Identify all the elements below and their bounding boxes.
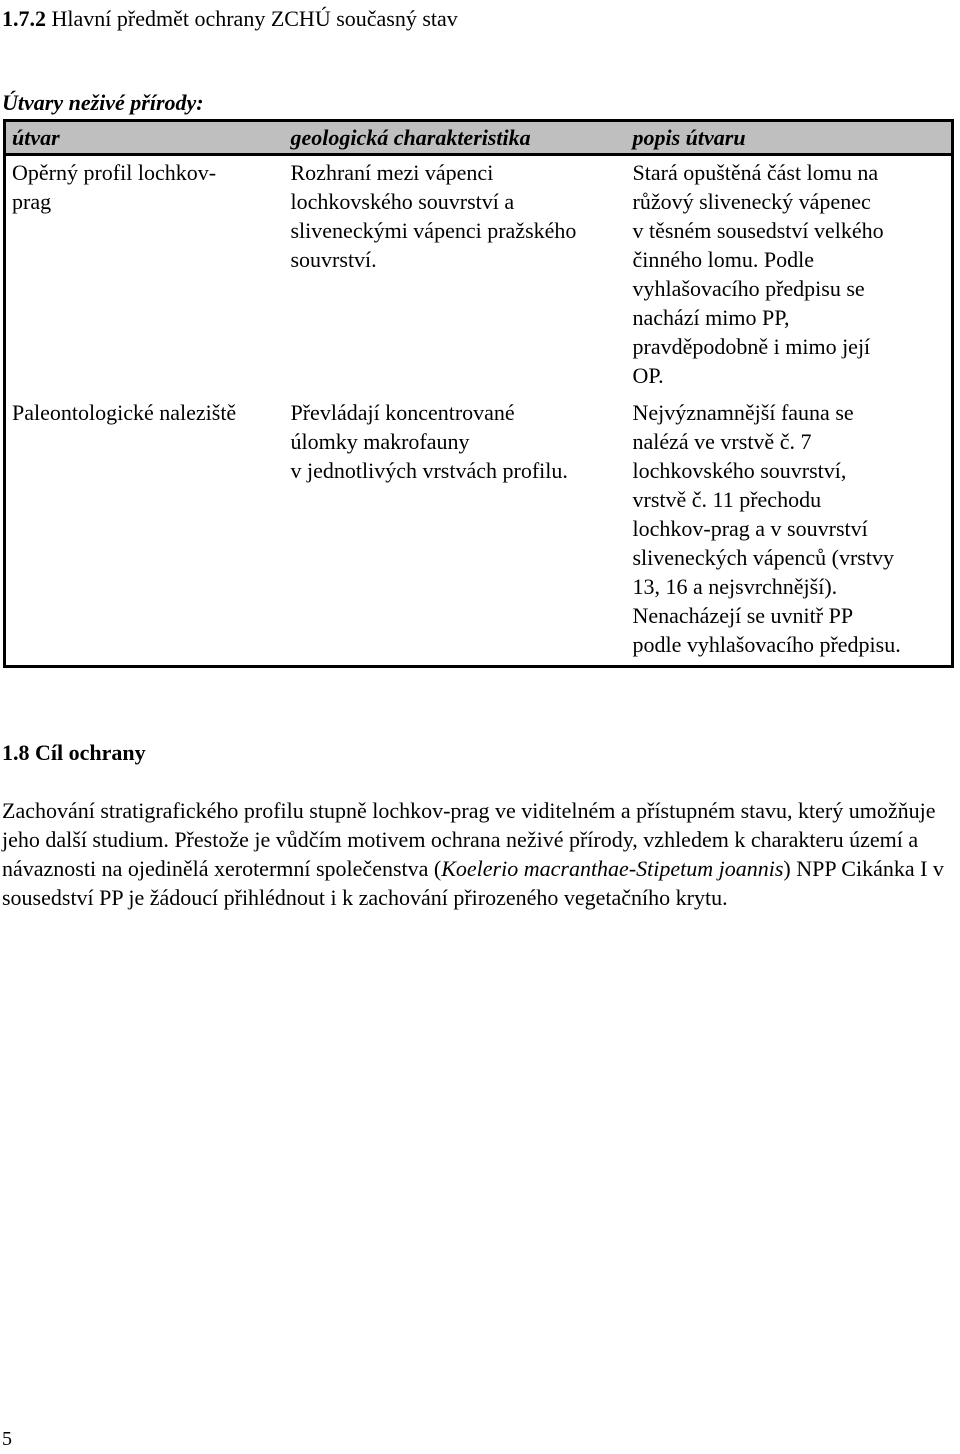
- cell-line: Rozhraní mezi vápenci: [290, 160, 494, 185]
- table-row: [5, 155, 953, 397]
- cell-line: sliveneckých vápenců (vrstvy: [632, 545, 894, 570]
- cell-popis-utvaru: [627, 155, 953, 397]
- cell-line: Stará opuštěná část lomu na: [632, 160, 879, 185]
- cell-line: podle vyhlašovacího předpisu.: [632, 632, 901, 657]
- header-utvar: útvar: [5, 121, 285, 155]
- cell-line: činného lomu. Podle: [632, 247, 814, 272]
- cell-line: lochkovského souvrství,: [632, 458, 847, 483]
- subsection-heading: [2, 4, 458, 33]
- cell-line: lochkov-prag a v souvrství: [632, 516, 868, 541]
- cell-utvar: [5, 155, 285, 397]
- section-title: Cíl ochrany: [35, 740, 146, 765]
- cell-line: prag: [12, 189, 52, 214]
- cell-line: 13, 16 a nejsvrchnější).: [632, 574, 838, 599]
- subsection-title: Hlavní předmět ochrany ZCHÚ současný stav: [51, 6, 458, 31]
- table-row: [5, 396, 953, 667]
- cell-line: Opěrný profil lochkov-: [12, 160, 217, 185]
- paragraph-text-2: ) NPP Cikánka I v sousedství PP je žádoucí přihlédnout i k zachování přirozeného vegetačního krytu.: [2, 856, 944, 910]
- table-header-row: [5, 121, 953, 155]
- cell-line: vrstvě č. 11 přechodu: [632, 487, 822, 512]
- paragraph-text-1: Zachování stratigrafického profilu stupně lochkov-prag ve viditelném a přístupném stavu, který umožňuje jeho další studium. Přestože je vůdčím motivem ochrana neživé přírody, vzhledem k charakteru území a návaznosti na ojedinělá xerotermní společenstva (: [2, 798, 936, 881]
- goal-paragraph: [2, 796, 960, 912]
- cell-line: Nejvýznamnější fauna se: [632, 400, 854, 425]
- cell-line: růžový slivenecký vápenec: [632, 189, 871, 214]
- cell-utvar: [5, 396, 285, 667]
- cell-line: OP.: [632, 363, 664, 388]
- cell-line: Převládají koncentrované: [290, 400, 515, 425]
- cell-line: Nenacházejí se uvnitř PP: [632, 603, 854, 628]
- cell-line: Paleontologické naleziště: [12, 400, 237, 425]
- paragraph-species-name: Koelerio macranthae-Stipetum joannis: [441, 856, 784, 881]
- cell-line: v jednotlivých vrstvách profilu.: [290, 458, 568, 483]
- header-popis-utvaru: popis útvaru: [627, 121, 953, 155]
- cell-line: nachází mimo PP,: [632, 305, 790, 330]
- cell-line: v těsném sousedství velkého: [632, 218, 884, 243]
- cell-line: lochkovského souvrství a: [290, 189, 515, 214]
- cell-line: souvrství.: [290, 247, 377, 272]
- section-number: 1.8: [2, 740, 30, 765]
- section-heading: [2, 738, 146, 767]
- cell-popis-utvaru: [627, 396, 953, 667]
- header-geologicka-charakteristika: geologická charakteristika: [285, 121, 627, 155]
- cell-line: úlomky makrofauny: [290, 429, 470, 454]
- table-caption: Útvary neživé přírody:: [2, 90, 204, 115]
- cell-line: vyhlašovacího předpisu se: [632, 276, 865, 301]
- nonliving-features-table: [3, 119, 954, 668]
- page-number: 5: [2, 1428, 12, 1450]
- cell-line: nalézá ve vrstvě č. 7: [632, 429, 812, 454]
- cell-geologicka-charakteristika: [285, 155, 627, 397]
- cell-geologicka-charakteristika: [285, 396, 627, 667]
- cell-line: pravděpodobně i mimo její: [632, 334, 871, 359]
- cell-line: sliveneckými vápenci pražského: [290, 218, 577, 243]
- subsection-number: 1.7.2: [2, 6, 46, 31]
